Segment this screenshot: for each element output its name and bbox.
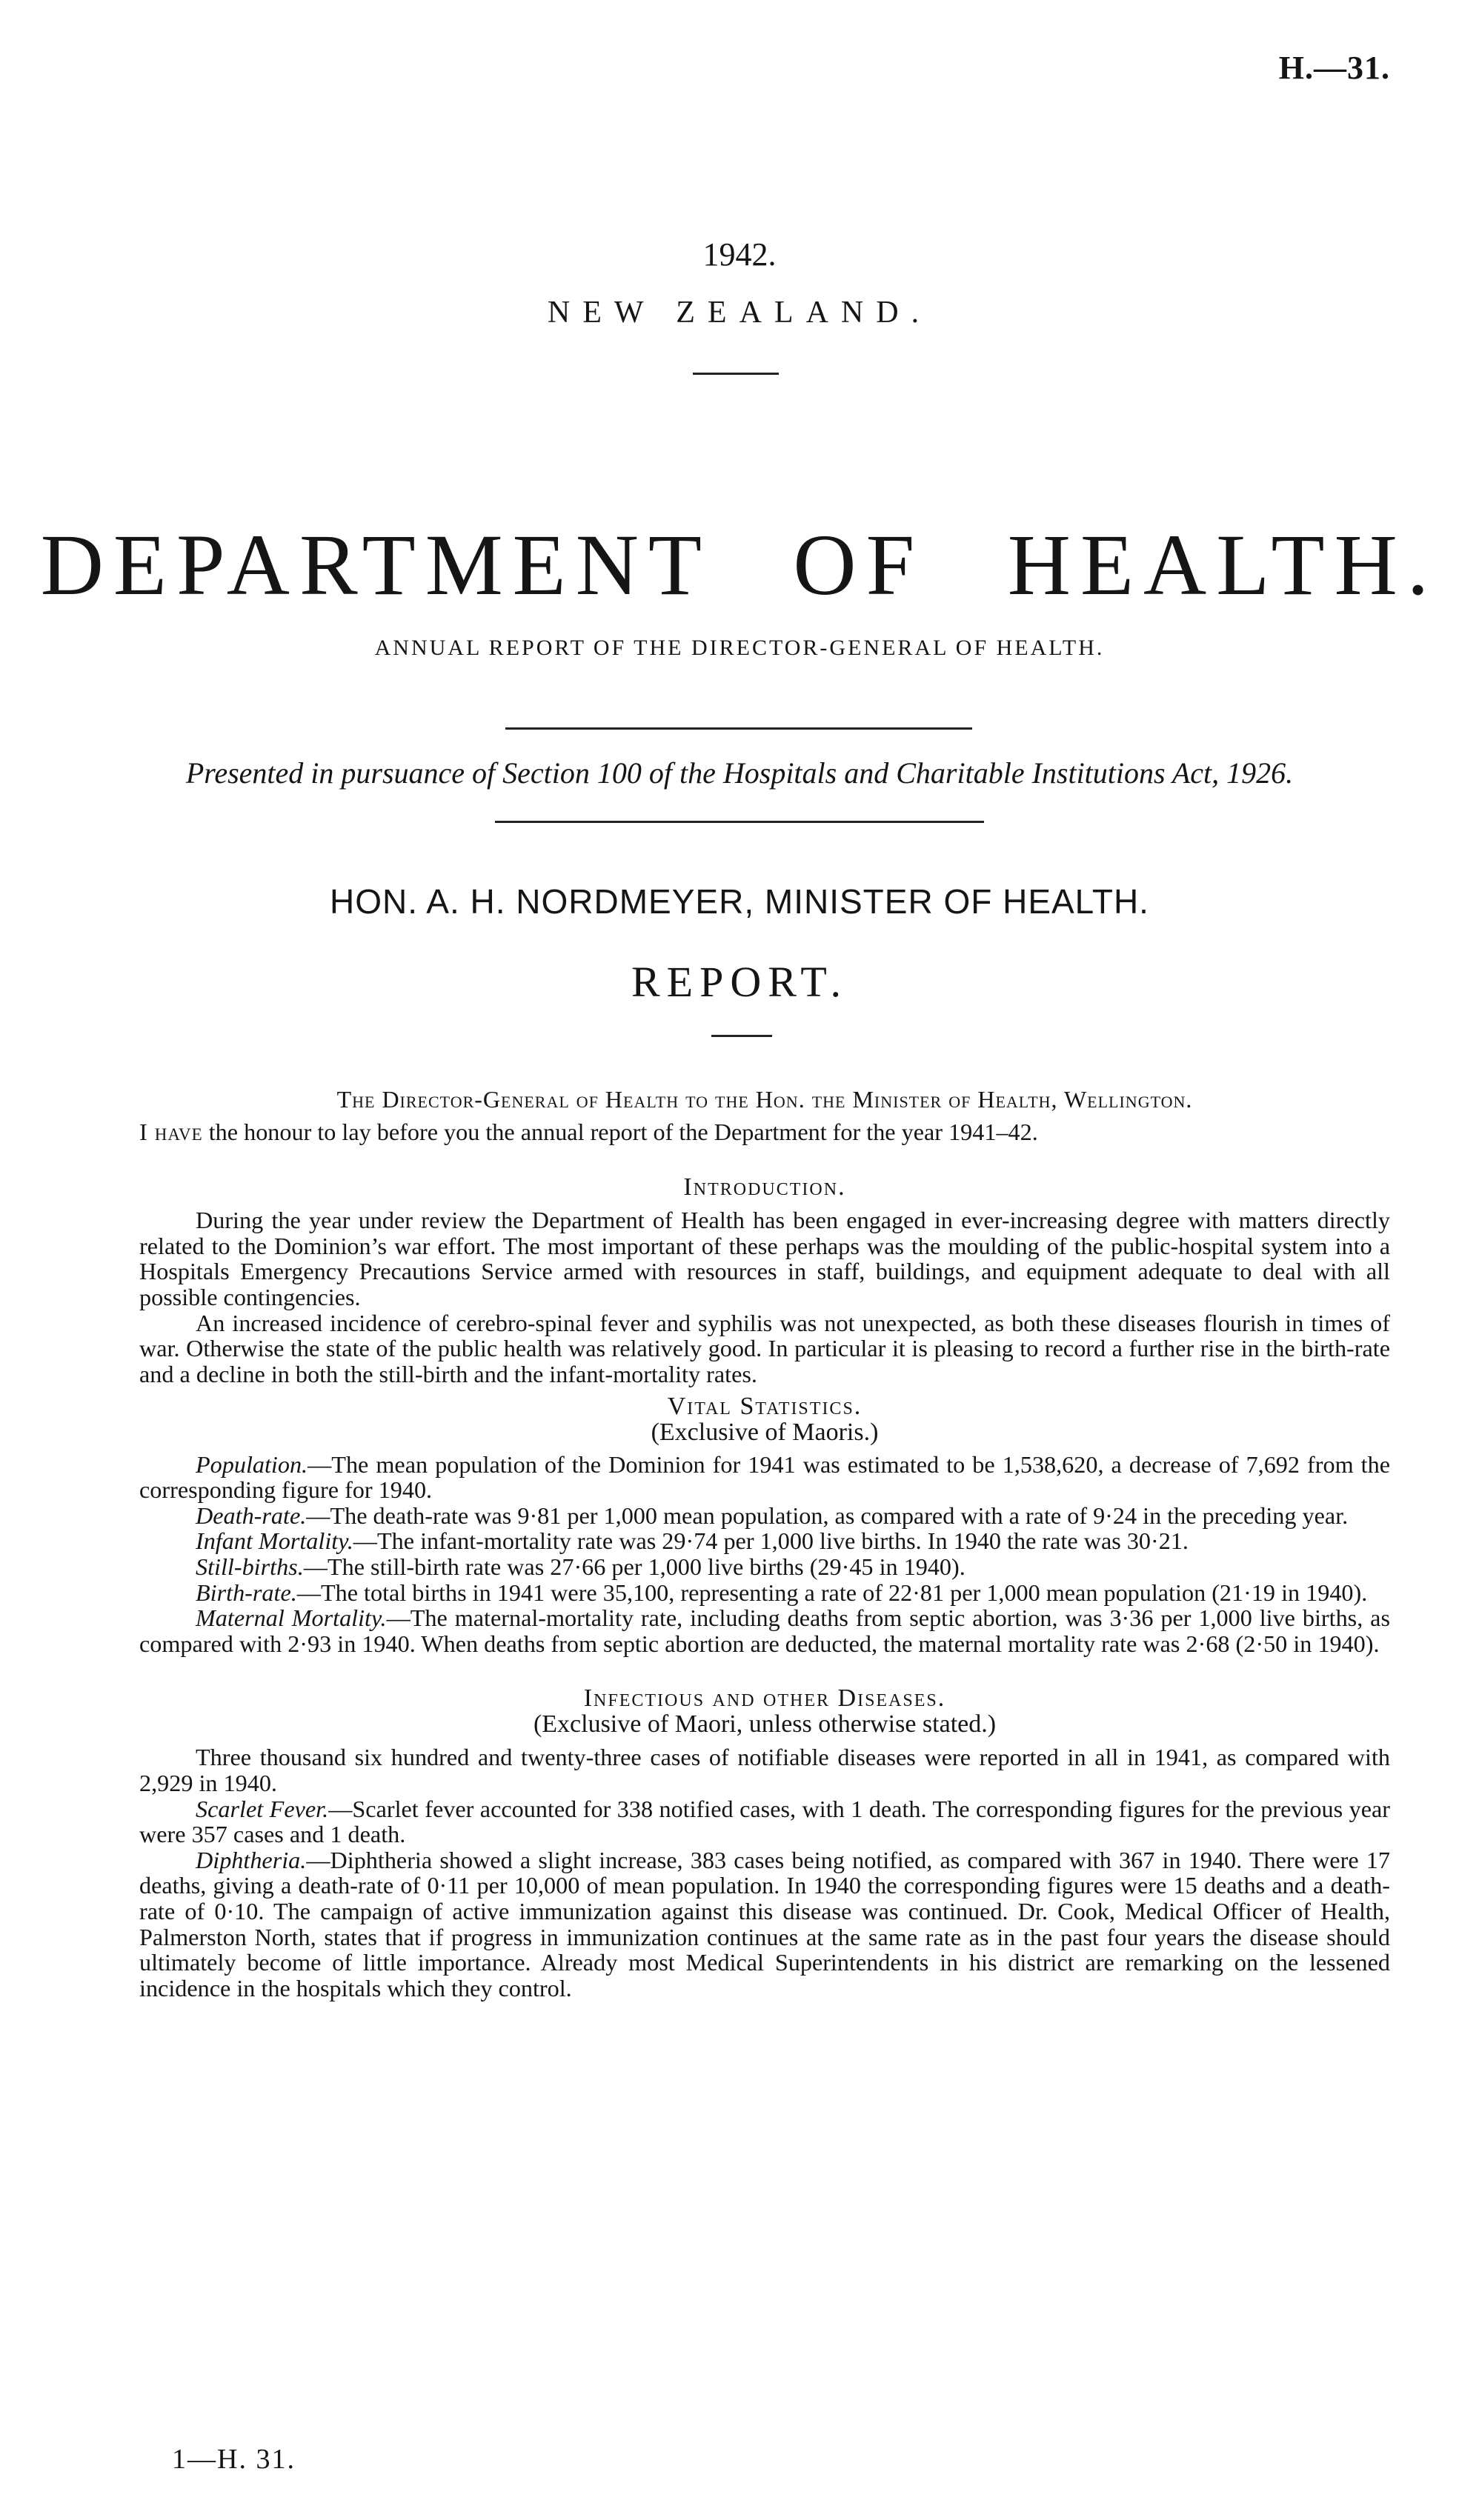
presented-statement: Presented in pursuance of Section 100 of the Hospitals and Charitable Institutions Act, 1926.	[185, 756, 1294, 790]
divider-4	[711, 1035, 772, 1037]
divider-3	[495, 821, 984, 823]
vital-item-population	[139, 1452, 1390, 1503]
opening-text: the honour to lay before you the annual report of the Department for the year 1941–42.	[202, 1119, 1038, 1145]
minister-heading: HON. A. H. NORDMEYER, MINISTER OF HEALTH.	[330, 882, 1149, 921]
infectious-diseases-heading: Infectious and other Diseases.	[583, 1684, 946, 1713]
vital-item-lead: Death-rate.	[196, 1501, 307, 1529]
vital-item-death-rate	[139, 1503, 1390, 1529]
vital-item-lead: Still-births.	[196, 1553, 304, 1580]
vital-item-text: —The infant-mortality rate was 29·74 per 1,000 live births. In 1940 the rate was 30·21.	[353, 1527, 1189, 1555]
vital-item-text: —The mean population of the Dominion for 1941 was estimated to be 1,538,620, a decrease of 7,692 from the corresponding figure for 1940.	[139, 1450, 1390, 1504]
intro-paragraph-2: An increased incidence of cerebro-spinal fever and syphilis was not unexpected, as both these diseases flourish in times of war. Otherwise the state of the public health was relatively good. In particular it is pleasing to record a further rise in the birth-rate and a decline in both the still-birth and the infant-mortality rates.	[139, 1309, 1390, 1387]
divider-2	[505, 727, 972, 730]
vital-item-lead: Population.	[196, 1450, 308, 1478]
infectious-diseases-subheading: (Exclusive of Maori, unless otherwise stated.)	[533, 1710, 997, 1738]
report-body	[139, 1119, 1390, 2001]
vital-item-birth-rate	[139, 1580, 1390, 1606]
vital-statistics-heading: Vital Statistics.	[667, 1393, 863, 1421]
report-heading: REPORT.	[631, 958, 848, 1006]
disease-item-lead: Scarlet Fever.	[196, 1795, 329, 1822]
vital-item-text: —The still-birth rate was 27·66 per 1,000 live births (29·45 in 1940).	[303, 1553, 965, 1580]
vital-item-lead: Infant Mortality.	[196, 1527, 353, 1555]
opening-lead: I have	[139, 1119, 203, 1145]
disease-item-diphtheria	[139, 1847, 1390, 2001]
vital-item-maternal-mortality	[139, 1605, 1390, 1656]
vital-item-text: —The maternal-mortality rate, including deaths from septic abortion, was 3·36 per 1,000 live births, as compared with 2·93 in 1940. When deaths from septic abortion are deducted, the maternal mortality rate was 2·68 (2·50 in 1940).	[139, 1604, 1390, 1657]
report-year: 1942.	[702, 236, 777, 273]
vital-item-text: —The death-rate was 9·81 per 1,000 mean population, as compared with a rate of 9·24 in the preceding year.	[306, 1501, 1349, 1529]
vital-item-text: —The total births in 1941 were 35,100, representing a rate of 22·81 per 1,000 mean population (21·19 in 1940).	[296, 1579, 1368, 1606]
disease-item-lead: Diphtheria.	[196, 1846, 307, 1873]
vital-item-lead: Birth-rate.	[196, 1579, 297, 1606]
divider-1	[693, 373, 779, 375]
department-title: DEPARTMENT OF HEALTH.	[40, 516, 1439, 613]
infectious-intro-paragraph: Three thousand six hundred and twenty-three cases of notifiable diseases were reported in all in 1941, as compared with 2,929 in 1940.	[139, 1744, 1390, 1797]
report-subtitle: ANNUAL REPORT OF THE DIRECTOR-GENERAL OF HEALTH.	[374, 636, 1105, 660]
footer-page-id: 1—H. 31.	[172, 2444, 296, 2475]
disease-item-scarlet-fever	[139, 1796, 1390, 1847]
opening-paragraph	[139, 1119, 1390, 1145]
disease-item-text: —Scarlet fever accounted for 338 notified cases, with 1 death. The corresponding figures for the previous year were 357 cases and 1 death.	[139, 1795, 1390, 1848]
introduction-heading: Introduction.	[683, 1173, 846, 1201]
country-name: NEW ZEALAND.	[547, 296, 932, 330]
disease-item-text: —Diphtheria showed a slight increase, 383 cases being notified, as compared with 367 in 1940. There were 17 deaths, giving a death-rate of 0·11 per 10,000 of mean population. In 1940 the corresponding figures were 15 deaths and a death-rate of 0·10. The campaign of active immunization against this disease was continued. Dr. Cook, Medical Officer of Health, Palmerston North, states that if progress in immunization continues at the same rate as in the past four years the disease should ultimately become of little importance. Already most Medical Superintendents in his district are remarking on the lessened incidence in the hospitals which they control.	[139, 1846, 1390, 2001]
page-number: H.—31.	[1278, 50, 1390, 86]
intro-paragraph-1: During the year under review the Department of Health has been engaged in ever-increasing degree with matters directly related to the Dominion’s war effort. The most important of these perhaps was the moulding of the public-hospital system into a Hospitals Emergency Precautions Service armed with resources in staff, buildings, and equipment adequate to deal with all possible contingencies.	[139, 1207, 1390, 1310]
vital-item-still-births	[139, 1554, 1390, 1580]
vital-item-infant-mortality	[139, 1528, 1390, 1554]
vital-statistics-subheading: (Exclusive of Maoris.)	[651, 1418, 879, 1446]
address-line: The Director-General of Health to the Hon. the Minister of Health, Wellington.	[336, 1086, 1193, 1113]
vital-item-lead: Maternal Mortality.	[196, 1604, 387, 1632]
